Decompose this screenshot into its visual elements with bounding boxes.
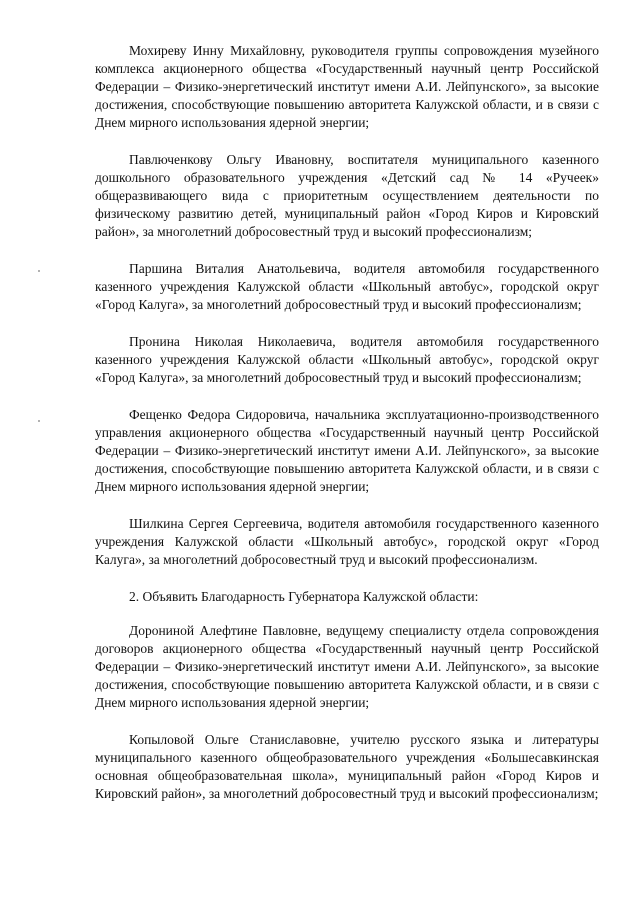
paragraph-feshchenko: Фещенко Федора Сидоровича, начальника эксплуатационно-производственного управления акционерного общества «Государственный научный центр Российской Федерации – Физико-энергетический институт имени А.И. Лейпунского», за высокие достижения, способствующие повышению авторитета Калужской области, и в связи с Днем мирного использования ядерной энергии; xyxy=(95,407,599,494)
paragraph-kopylova: Копыловой Ольге Станиславовне, учителю русского языка и литературы муниципального казенного общеобразовательного учреждения «Большесавкинская основная общеобразовательная школа», муниципальный район «Город Киров и Кировский район», за многолетний добросовестный труд и высокий профессионализм; xyxy=(95,732,599,801)
paragraph-mokhireva: Мохиреву Инну Михайловну, руководителя группы сопровождения музейного комплекса акционерного общества «Государственный научный центр Российской Федерации – Физико-энергетический институт имени А.И. Лейпунского», за высокие достижения, способствующие повышению авторитета Калужской области, и в связи с Днем мирного использования ядерной энергии; xyxy=(95,43,599,130)
scan-speck xyxy=(38,420,40,422)
section-heading-2: 2. Объявить Благодарность Губернатора Калужской области: xyxy=(129,589,479,604)
paragraph-parshin: Паршина Виталия Анатольевича, водителя автомобиля государственного казенного учреждения Калужской области «Школьный автобус», городской округ «Город Калуга», за многолетний добросовестный труд и высокий профессионализм; xyxy=(95,261,599,312)
paragraph-pavlyuchenkova: Павлюченкову Ольгу Ивановну, воспитателя муниципального казенного дошкольного образовательного учреждения «Детский сад № 14 «Ручеек» общеразвивающего вида с приоритетным осуществлением деятельности по физическому развитию детей, муниципальный район «Город Киров и Кировский район», за многолетний добросовестный труд и высокий профессионализм; xyxy=(95,152,599,239)
document-body xyxy=(95,42,599,822)
scan-speck xyxy=(38,270,40,272)
paragraph-pronin: Пронина Николая Николаевича, водителя автомобиля государственного казенного учреждения Калужской области «Школьный автобус», городской округ «Город Калуга», за многолетний добросовестный труд и высокий профессионализм; xyxy=(95,334,599,385)
paragraph-doronina: Дорониной Алефтине Павловне, ведущему специалисту отдела сопровождения договоров акционерного общества «Государственный научный центр Российской Федерации – Физико-энергетический институт имени А.И. Лейпунского», за высокие достижения, способствующие повышению авторитета Калужской области, и в связи с Днем мирного использования ядерной энергии; xyxy=(95,623,599,710)
paragraph-shilkin: Шилкина Сергея Сергеевича, водителя автомобиля государственного казенного учреждения Калужской области «Школьный автобус», городской округ «Город Калуга», за многолетний добросовестный труд и высокий профессионализм. xyxy=(95,516,599,567)
